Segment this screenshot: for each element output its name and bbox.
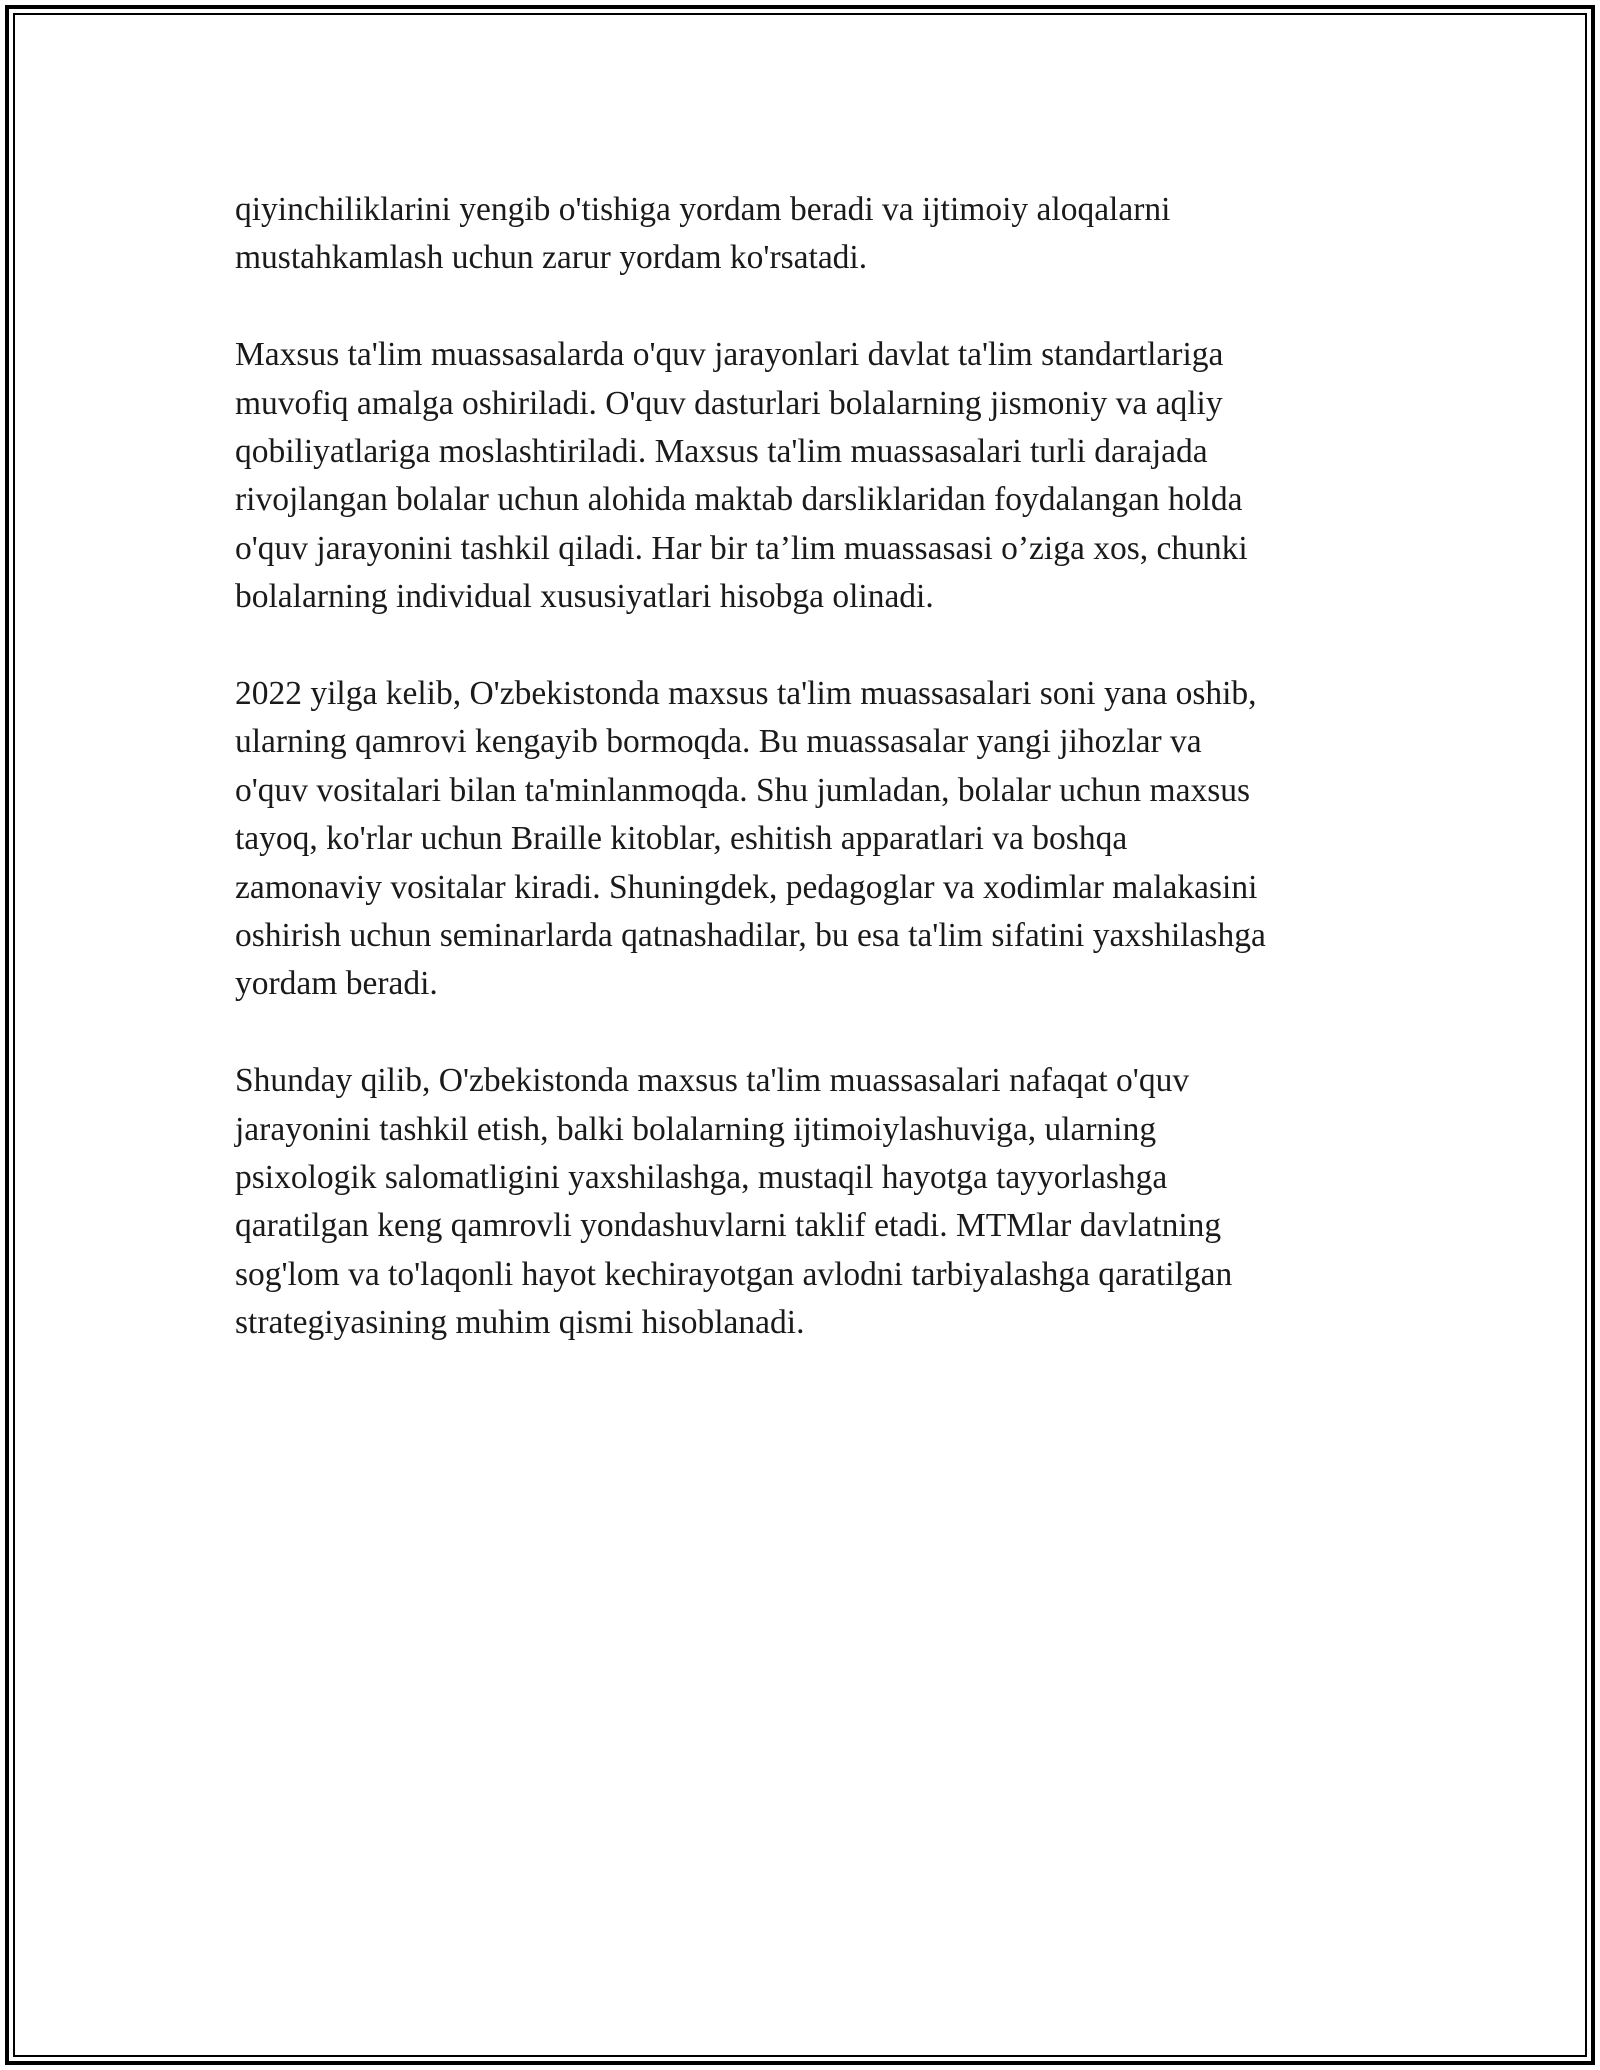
text-line: qobiliyatlariga moslashtiriladi. Maxsus ta'lim muassasalari turli darajada	[235, 433, 1208, 471]
text-line: sog'lom va to'laqonli hayot kechirayotgan avlodni tarbiyalashga qaratilgan	[235, 1255, 1233, 1293]
text-line: qiyinchiliklarini yengib o'tishiga yordam beradi va ijtimoiy aloqalarni	[235, 191, 1171, 228]
document-body	[235, 186, 1385, 1396]
text-line: zamonaviy vositalar kiradi. Shuningdek, pedagoglar va xodimlar malakasini	[235, 868, 1258, 906]
text-line: Maxsus ta'lim muassasalarda o'quv jarayonlari davlat ta'lim standartlariga	[235, 336, 1224, 374]
paragraph	[235, 331, 1385, 621]
text-line: o'quv jarayonini tashkil qiladi. Har bir ta’lim muassasasi o’ziga xos, chunki	[235, 529, 1248, 567]
text-line: muvofiq amalga oshiriladi. O'quv dasturlari bolalarning jismoniy va aqliy	[235, 384, 1223, 422]
paragraph	[235, 1057, 1385, 1347]
text-line: Shunday qilib, O'zbekistonda maxsus ta'lim muassasalari nafaqat o'quv	[235, 1062, 1190, 1100]
text-line: ularning qamrovi kengayib bormoqda. Bu muassasalar yangi jihozlar va	[235, 723, 1202, 761]
paragraph	[235, 670, 1385, 1009]
text-line: oshirish uchun seminarlarda qatnashadilar, bu esa ta'lim sifatini yaxshilashga	[235, 917, 1266, 955]
text-line: rivojlangan bolalar uchun alohida maktab darsliklaridan foydalangan holda	[235, 481, 1243, 519]
text-line: o'quv vositalari bilan ta'minlanmoqda. Shu jumladan, bolalar uchun maxsus	[235, 771, 1251, 809]
text-line: 2022 yilga kelib, O'zbekistonda maxsus ta'lim muassasalari soni yana oshib,	[235, 675, 1257, 713]
text-line: strategiyasining muhim qismi hisoblanadi.	[235, 1304, 805, 1342]
text-line: bolalarning individual xususiyatlari hisobga olinadi.	[235, 578, 934, 616]
text-line: mustahkamlash uchun zarur yordam ko'rsatadi.	[235, 239, 868, 277]
text-line: jarayonini tashkil etish, balki bolalarning ijtimoiylashuviga, ularning	[235, 1110, 1157, 1148]
text-line: qaratilgan keng qamrovli yondashuvlarni taklif etadi. MTMlar davlatning	[235, 1207, 1222, 1245]
paragraph	[235, 186, 1385, 283]
text-line: yordam beradi.	[235, 965, 438, 1003]
text-line: psixologik salomatligini yaxshilashga, mustaqil hayotga tayyorlashga	[235, 1159, 1168, 1197]
text-line: tayoq, ko'rlar uchun Braille kitoblar, eshitish apparatlari va boshqa	[235, 820, 1128, 858]
